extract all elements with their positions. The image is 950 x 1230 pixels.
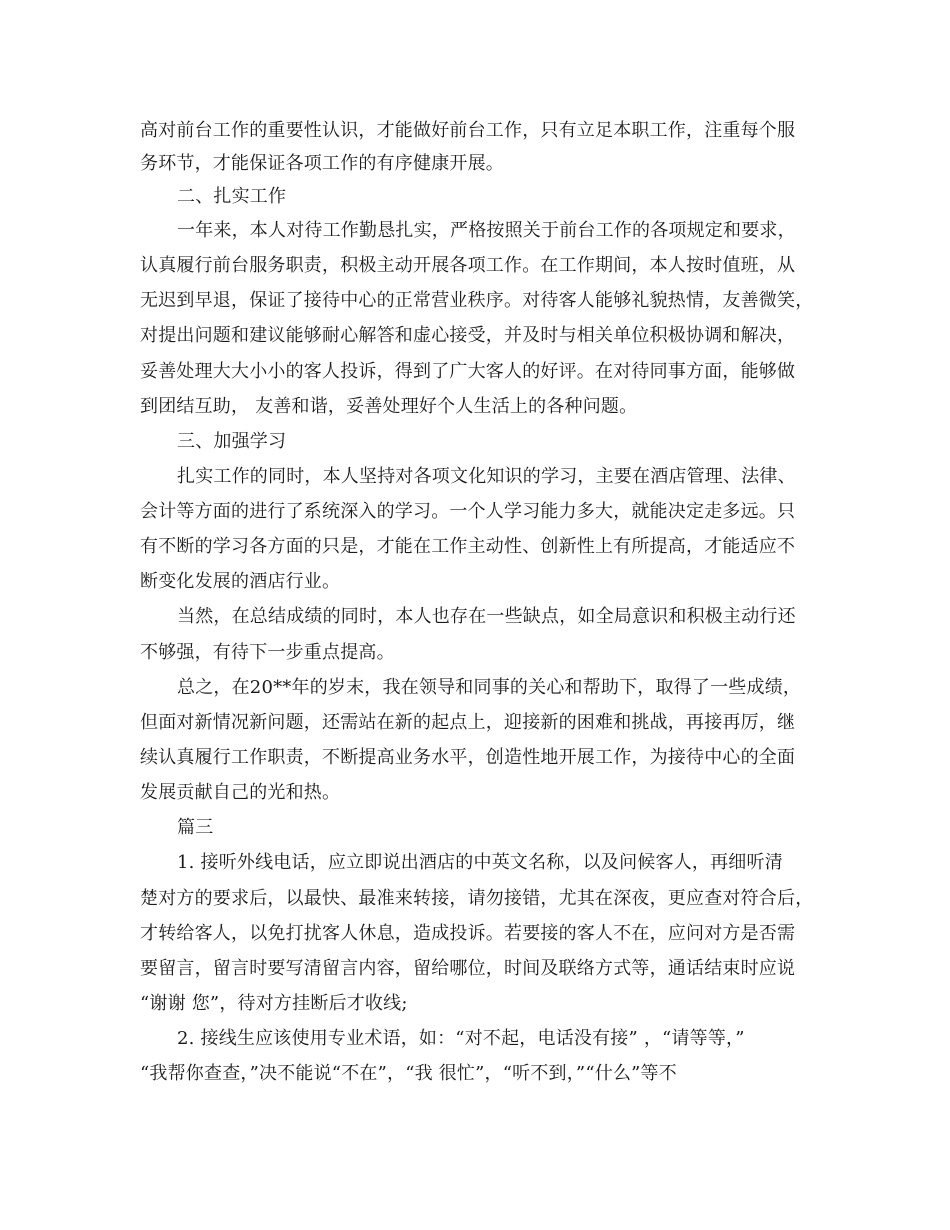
paragraph-line: 务环节，才能保证各项工作的有序健康开展。 (140, 153, 504, 174)
list-item-line: 才转给客人，以免打扰客人休息，造成投诉。若要接的客人不在，应问对方是否需 (140, 923, 796, 944)
list-item-line: 楚对方的要求后，以最快、最准来转接，请勿接错，尤其在深夜，更应查对符合后， (140, 888, 814, 909)
list-item-line: 1. 接听外线电话，应立即说出酒店的中英文名称，以及问候客人，再细听清 (177, 852, 783, 873)
paragraph-line: 发展贡献自己的光和热。 (140, 782, 341, 803)
paragraph-line: 断变化发展的酒店行业。 (140, 571, 341, 592)
list-item-line: “谢谢 您”，待对方挂断后才收线; (140, 993, 408, 1014)
paragraph-line: 有不断的学习各方面的只是，才能在工作主动性、创新性上有所提高，才能适应不 (140, 536, 796, 557)
section-heading: 二、扎实工作 (177, 186, 287, 207)
list-item-line: 要留言，留言时要写清留言内容，留给哪位，时间及联络方式等，通话结束时应说 (140, 958, 796, 979)
list-item-line: 2. 接线生应该使用专业术语，如：“对不起，电话没有接” ，“请等等，” (177, 1028, 745, 1049)
paragraph-line: 总之，在20**年的岁末，我在领导和同事的关心和帮助下，取得了一些成绩， (177, 677, 802, 698)
paragraph-line: 妥善处理大大小小的客人投诉，得到了广大客人的好评。在对待同事方面，能够做 (140, 361, 796, 382)
paragraph-line: 扎实工作的同时，本人坚持对各项文化知识的学习，主要在酒店管理、法律、 (177, 466, 796, 487)
paragraph-line: 当然，在总结成绩的同时，本人也存在一些缺点，如全局意识和积极主动行还 (177, 606, 796, 627)
paragraph-line: 一年来，本人对待工作勤恳扎实，严格按照关于前台工作的各项规定和要求， (177, 220, 796, 241)
paragraph-line: 无迟到早退，保证了接待中心的正常营业秩序。对待客人能够礼貌热情，友善微笑， (140, 290, 814, 311)
paragraph-line: 会计等方面的进行了系统深入的学习。一个人学习能力多大，就能决定走多远。只 (140, 501, 796, 522)
paragraph-line: 不够强，有待下一步重点提高。 (140, 642, 395, 663)
section-heading: 篇三 (177, 817, 214, 838)
paragraph-line: 到团结互助， 友善和谐，妥善处理好个人生活上的各种问题。 (140, 396, 638, 417)
paragraph-line: 认真履行前台服务职责，积极主动开展各项工作。在工作期间，本人按时值班，从 (140, 255, 796, 276)
section-heading: 三、加强学习 (177, 431, 287, 452)
paragraph-line: 高对前台工作的重要性认识，才能做好前台工作，只有立足本职工作，注重每个服 (140, 120, 796, 141)
paragraph-line: 对提出问题和建议能够耐心解答和虚心接受，并及时与相关单位积极协调和解决， (140, 325, 796, 346)
paragraph-line: 续认真履行工作职责，不断提高业务水平，创造性地开展工作，为接待中心的全面 (140, 747, 796, 768)
paragraph-line: 但面对新情况新问题，还需站在新的起点上，迎接新的困难和挑战，再接再厉，继 (140, 712, 796, 733)
list-item-line: “我帮你查查，”决不能说“不在”，“我 很忙”，“听不到，”“什么”等不 (140, 1063, 677, 1084)
